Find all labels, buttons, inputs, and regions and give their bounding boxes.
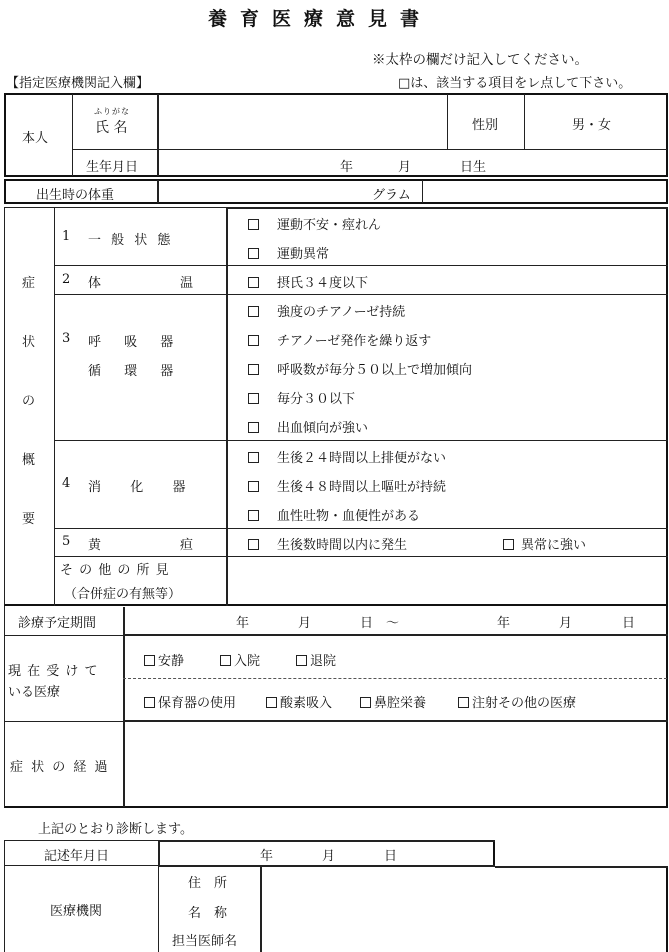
jaundice-item-2[interactable]: 異常に強い bbox=[503, 534, 586, 553]
temp-label-b: 温 bbox=[180, 276, 194, 291]
date-label: 記述年月日 bbox=[44, 849, 110, 864]
course-label: 症 状 の 経 過 bbox=[10, 760, 110, 775]
general-label: 一 般 状 態 bbox=[88, 233, 174, 248]
course-field[interactable] bbox=[126, 723, 666, 805]
care-admit[interactable]: 入院 bbox=[220, 650, 260, 669]
period-label: 診療予定期間 bbox=[18, 616, 97, 631]
section-label: 【指定医療機関記入欄】 bbox=[6, 76, 150, 91]
care-rest[interactable]: 安静 bbox=[144, 650, 184, 669]
period-start-day: 日 bbox=[360, 616, 374, 631]
checkbox[interactable] bbox=[296, 655, 307, 666]
birth-month: 月 bbox=[398, 160, 412, 175]
checkbox[interactable] bbox=[266, 697, 277, 708]
symptom-side-char-2: 状 bbox=[22, 335, 36, 350]
border-note: ※太枠の欄だけ記入してください。 bbox=[372, 52, 588, 68]
checkbox[interactable] bbox=[248, 452, 259, 463]
other-label-2: （合併症の有無等） bbox=[64, 587, 182, 602]
checkbox[interactable] bbox=[248, 248, 259, 259]
form-title: 養育医療意見書 bbox=[208, 8, 433, 30]
inst-name-label: 名 称 bbox=[188, 906, 228, 921]
checkbox[interactable] bbox=[220, 655, 231, 666]
checkbox[interactable] bbox=[360, 697, 371, 708]
checkbox[interactable] bbox=[144, 655, 155, 666]
institution-label: 医療機関 bbox=[50, 904, 103, 919]
check-note: □は、該当する項目をレ点して下さい。 bbox=[398, 76, 632, 91]
checkbox[interactable] bbox=[248, 306, 259, 317]
period-start-month: 月 bbox=[298, 616, 312, 631]
symptom-side-char-3: の bbox=[22, 394, 36, 409]
digest-item-2[interactable]: 生後４８時間以上嘔吐が持続 bbox=[248, 476, 446, 495]
care-nasal[interactable]: 鼻腔栄養 bbox=[360, 692, 426, 711]
checkbox[interactable] bbox=[248, 335, 259, 346]
doctor-label: 担当医師名 bbox=[172, 934, 238, 949]
jaundice-item-1[interactable]: 生後数時間以内に発生 bbox=[248, 534, 407, 553]
general-item-1[interactable]: 運動不安・痙れん bbox=[248, 214, 381, 233]
weight-extra-field[interactable] bbox=[424, 181, 666, 202]
name-field[interactable] bbox=[159, 96, 446, 148]
date-day: 日 bbox=[384, 849, 398, 864]
general-item-2[interactable]: 運動異常 bbox=[248, 243, 329, 262]
address-label: 住 所 bbox=[188, 876, 228, 891]
current-care-label-2: いる医療 bbox=[8, 685, 61, 700]
care-incubator[interactable]: 保育器の使用 bbox=[144, 692, 236, 711]
symptom-side-char-1: 症 bbox=[22, 276, 36, 291]
checkbox[interactable] bbox=[144, 697, 155, 708]
care-injection[interactable]: 注射その他の医療 bbox=[458, 692, 576, 711]
general-num: 1 bbox=[62, 229, 71, 244]
current-care-label-1: 現 在 受 け て bbox=[8, 664, 99, 679]
birth-year: 年 bbox=[340, 160, 354, 175]
sex-label: 性別 bbox=[472, 118, 499, 133]
digest-item-3[interactable]: 血性吐物・血便性がある bbox=[248, 505, 420, 524]
digest-num: 4 bbox=[62, 476, 71, 491]
honnin-label: 本人 bbox=[22, 131, 49, 146]
temp-num: 2 bbox=[62, 272, 71, 287]
resp-item-5[interactable]: 出血傾向が強い bbox=[248, 417, 368, 436]
period-tilde: ～ bbox=[386, 616, 400, 631]
symptom-side-char-4: 概 bbox=[22, 453, 36, 468]
resp-item-2[interactable]: チアノーゼ発作を繰り返す bbox=[248, 330, 431, 349]
period-end-month: 月 bbox=[559, 616, 573, 631]
resp-item-3[interactable]: 呼吸数が毎分５０以上で増加傾向 bbox=[248, 359, 472, 378]
birth-day: 日生 bbox=[460, 160, 487, 175]
jaundice-num: 5 bbox=[62, 534, 71, 549]
resp-item-4[interactable]: 毎分３０以下 bbox=[248, 388, 355, 407]
jaundice-label-b: 疸 bbox=[180, 538, 194, 553]
diagnosis-statement: 上記のとおり診断します。 bbox=[38, 822, 193, 837]
jaundice-label-a: 黄 bbox=[88, 538, 102, 553]
period-end-year: 年 bbox=[497, 616, 511, 631]
weight-unit: グラム bbox=[372, 188, 411, 203]
checkbox[interactable] bbox=[248, 510, 259, 521]
date-year: 年 bbox=[260, 849, 274, 864]
temp-item-1[interactable]: 摂氏３４度以下 bbox=[248, 272, 368, 291]
resp-label-1: 呼 吸 器 bbox=[88, 335, 176, 350]
checkbox[interactable] bbox=[248, 481, 259, 492]
checkbox[interactable] bbox=[248, 539, 259, 550]
temp-label-a: 体 bbox=[88, 276, 102, 291]
other-label-1: そ の 他 の 所 見 bbox=[60, 563, 170, 578]
checkbox[interactable] bbox=[248, 219, 259, 230]
sex-value[interactable]: 男・女 bbox=[572, 118, 612, 133]
resp-num: 3 bbox=[62, 331, 71, 346]
digest-label: 消 化 器 bbox=[88, 480, 188, 495]
checkbox[interactable] bbox=[248, 364, 259, 375]
digest-item-1[interactable]: 生後２４時間以上排便がない bbox=[248, 447, 446, 466]
checkbox[interactable] bbox=[503, 539, 514, 550]
name-ruby: ふりがな bbox=[94, 107, 130, 116]
resp-item-1[interactable]: 強度のチアノーゼ持続 bbox=[248, 301, 405, 320]
other-findings-field[interactable] bbox=[228, 558, 666, 604]
symptom-side-char-5: 要 bbox=[22, 512, 36, 527]
checkbox[interactable] bbox=[458, 697, 469, 708]
name-label: 氏 名 bbox=[95, 120, 128, 136]
period-start-year: 年 bbox=[236, 616, 250, 631]
resp-label-2: 循 環 器 bbox=[88, 364, 176, 379]
period-end-day: 日 bbox=[622, 616, 636, 631]
weight-label: 出生時の体重 bbox=[36, 188, 115, 203]
care-oxygen[interactable]: 酸素吸入 bbox=[266, 692, 332, 711]
institution-field[interactable] bbox=[263, 868, 666, 952]
care-discharge[interactable]: 退院 bbox=[296, 650, 336, 669]
birth-label: 生年月日 bbox=[86, 160, 139, 175]
checkbox[interactable] bbox=[248, 277, 259, 288]
checkbox[interactable] bbox=[248, 393, 259, 404]
date-month: 月 bbox=[322, 849, 336, 864]
checkbox[interactable] bbox=[248, 422, 259, 433]
